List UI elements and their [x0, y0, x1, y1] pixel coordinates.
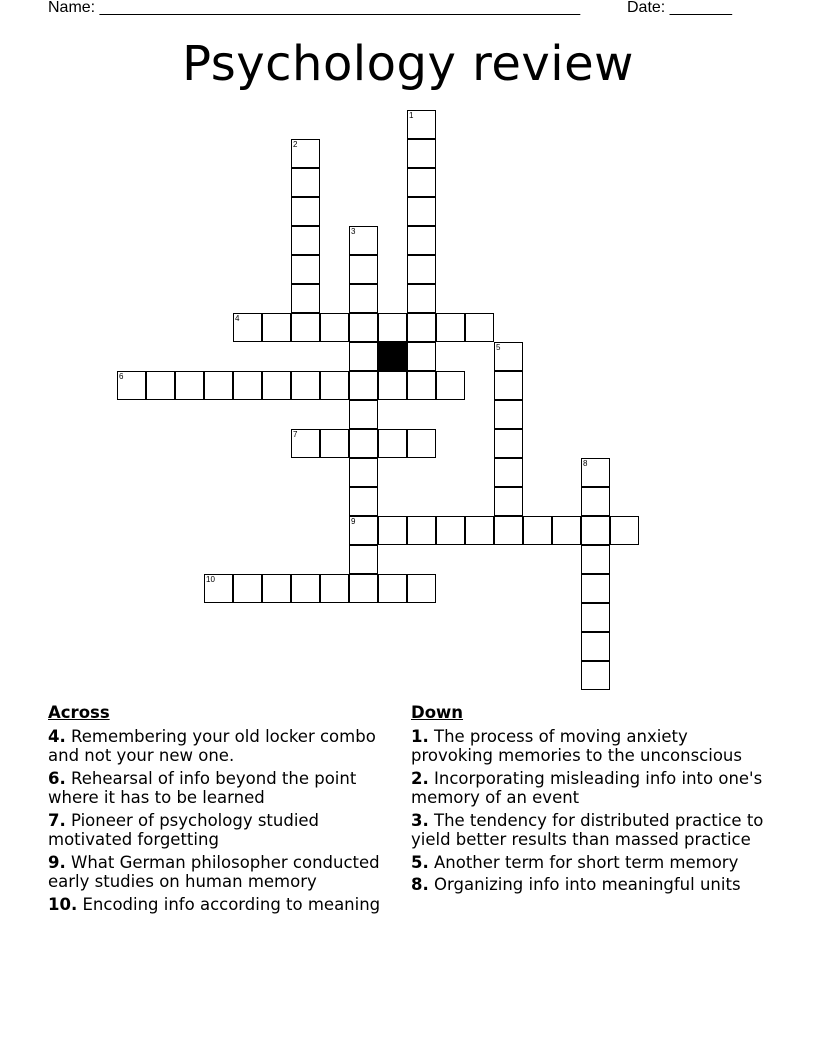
clue-text: Another term for short term memory — [434, 852, 739, 872]
grid-cell[interactable] — [407, 371, 436, 400]
clue-number: 10. — [48, 894, 78, 914]
clue-number: 9. — [48, 852, 66, 872]
grid-cell[interactable] — [494, 487, 523, 516]
clue-number-label: 9 — [351, 517, 356, 526]
clue-text: The tendency for distributed practice to yield better results than massed practice — [411, 810, 764, 849]
grid-cell[interactable] — [378, 371, 407, 400]
across-clue — [48, 811, 393, 850]
grid-cell[interactable] — [407, 110, 436, 139]
grid-cell[interactable] — [407, 226, 436, 255]
grid-cell[interactable] — [262, 371, 291, 400]
page-title: Psychology review — [182, 36, 634, 92]
clue-number: 4. — [48, 726, 66, 746]
grid-cell[interactable] — [378, 429, 407, 458]
grid-cell[interactable] — [465, 516, 494, 545]
grid-cell[interactable] — [291, 255, 320, 284]
grid-cell[interactable] — [291, 168, 320, 197]
grid-cell[interactable] — [204, 371, 233, 400]
grid-cell[interactable] — [581, 574, 610, 603]
grid-cell[interactable] — [291, 226, 320, 255]
grid-cell[interactable] — [581, 632, 610, 661]
across-clues — [48, 703, 393, 917]
grid-cell[interactable] — [320, 371, 349, 400]
grid-cell[interactable] — [610, 516, 639, 545]
grid-cell[interactable] — [523, 516, 552, 545]
clue-text: The process of moving anxiety provoking memories to the unconscious — [411, 726, 742, 765]
clue-number: 1. — [411, 726, 429, 746]
grid-cell[interactable] — [349, 516, 378, 545]
grid-cell[interactable] — [552, 516, 581, 545]
grid-cell[interactable] — [320, 313, 349, 342]
grid-cell[interactable] — [494, 429, 523, 458]
grid-cell[interactable] — [407, 516, 436, 545]
grid-cell[interactable] — [320, 429, 349, 458]
grid-cell[interactable] — [436, 313, 465, 342]
grid-cell[interactable] — [349, 545, 378, 574]
grid-cell[interactable] — [291, 139, 320, 168]
grid-cell[interactable] — [407, 574, 436, 603]
grid-cell[interactable] — [233, 371, 262, 400]
down-clue — [411, 875, 771, 895]
down-clue — [411, 853, 771, 873]
black-square — [378, 342, 407, 371]
grid-cell[interactable] — [378, 313, 407, 342]
clue-number: 3. — [411, 810, 429, 830]
grid-cell[interactable] — [494, 400, 523, 429]
grid-cell[interactable] — [407, 429, 436, 458]
grid-cell[interactable] — [291, 197, 320, 226]
across-clue — [48, 769, 393, 808]
date-field-label: Date: _______ — [627, 0, 732, 16]
clue-number-label: 3 — [351, 227, 356, 236]
grid-cell[interactable] — [349, 342, 378, 371]
clue-number-label: 10 — [206, 575, 215, 584]
down-clues — [411, 703, 771, 898]
clue-number-label: 5 — [496, 343, 501, 352]
across-clue — [48, 727, 393, 766]
across-clue — [48, 895, 393, 915]
clue-number: 2. — [411, 768, 429, 788]
grid-cell[interactable] — [146, 371, 175, 400]
grid-cell[interactable] — [349, 255, 378, 284]
clue-number: 7. — [48, 810, 66, 830]
grid-cell[interactable] — [349, 458, 378, 487]
grid-cell[interactable] — [407, 255, 436, 284]
grid-cell[interactable] — [581, 545, 610, 574]
grid-cell[interactable] — [494, 516, 523, 545]
grid-cell[interactable] — [349, 487, 378, 516]
grid-cell[interactable] — [291, 284, 320, 313]
grid-cell[interactable] — [407, 168, 436, 197]
clue-text: Pioneer of psychology studied motivated forgetting — [48, 810, 320, 849]
grid-cell[interactable] — [204, 574, 233, 603]
grid-cell[interactable] — [233, 574, 262, 603]
grid-cell[interactable] — [349, 429, 378, 458]
grid-cell[interactable] — [436, 516, 465, 545]
grid-cell[interactable] — [233, 313, 262, 342]
down-heading: Down — [411, 703, 464, 722]
grid-cell[interactable] — [581, 661, 610, 690]
grid-cell[interactable] — [291, 429, 320, 458]
grid-cell[interactable] — [407, 342, 436, 371]
clue-text: Organizing info into meaningful units — [434, 875, 741, 894]
grid-cell[interactable] — [436, 371, 465, 400]
grid-cell[interactable] — [349, 226, 378, 255]
grid-cell[interactable] — [581, 516, 610, 545]
clue-text: What German philosopher conducted early studies on human memory — [48, 852, 380, 891]
grid-cell[interactable] — [291, 574, 320, 603]
grid-cell[interactable] — [262, 574, 291, 603]
grid-cell[interactable] — [494, 342, 523, 371]
grid-cell[interactable] — [349, 574, 378, 603]
clue-number-label: 2 — [293, 140, 298, 149]
clue-number: 5. — [411, 852, 429, 872]
clue-number-label: 4 — [235, 314, 240, 323]
grid-cell[interactable] — [349, 371, 378, 400]
grid-cell[interactable] — [494, 458, 523, 487]
grid-cell[interactable] — [581, 487, 610, 516]
clue-text: Remembering your old locker combo and not your new one. — [48, 726, 376, 765]
clue-number-label: 7 — [293, 430, 298, 439]
clue-number-label: 6 — [119, 372, 124, 381]
clue-text: Encoding info according to meaning — [82, 894, 381, 914]
clue-number: 8. — [411, 875, 429, 894]
grid-cell[interactable] — [291, 313, 320, 342]
grid-cell[interactable] — [407, 313, 436, 342]
grid-cell[interactable] — [175, 371, 204, 400]
down-clue — [411, 727, 771, 766]
grid-cell[interactable] — [320, 574, 349, 603]
across-heading: Across — [48, 703, 110, 722]
grid-cell[interactable] — [349, 400, 378, 429]
down-clue — [411, 769, 771, 808]
grid-cell[interactable] — [465, 313, 494, 342]
name-field-label: Name: ______________________________________________________ — [48, 0, 581, 16]
grid-cell[interactable] — [349, 284, 378, 313]
clue-text: Rehearsal of info beyond the point where it has to be learned — [48, 768, 357, 807]
grid-cell[interactable] — [494, 371, 523, 400]
grid-cell[interactable] — [581, 603, 610, 632]
grid-cell[interactable] — [407, 139, 436, 168]
clue-text: Incorporating misleading info into one's memory of an event — [411, 768, 763, 807]
grid-cell[interactable] — [291, 371, 320, 400]
across-clue — [48, 853, 393, 892]
grid-cell[interactable] — [349, 313, 378, 342]
grid-cell[interactable] — [378, 574, 407, 603]
clue-number-label: 8 — [583, 459, 588, 468]
grid-cell[interactable] — [378, 516, 407, 545]
clue-number: 6. — [48, 768, 66, 788]
grid-cell[interactable] — [581, 458, 610, 487]
down-clue — [411, 811, 771, 850]
grid-cell[interactable] — [407, 197, 436, 226]
grid-cell[interactable] — [262, 313, 291, 342]
clue-number-label: 1 — [409, 111, 414, 120]
grid-cell[interactable] — [117, 371, 146, 400]
grid-cell[interactable] — [407, 284, 436, 313]
